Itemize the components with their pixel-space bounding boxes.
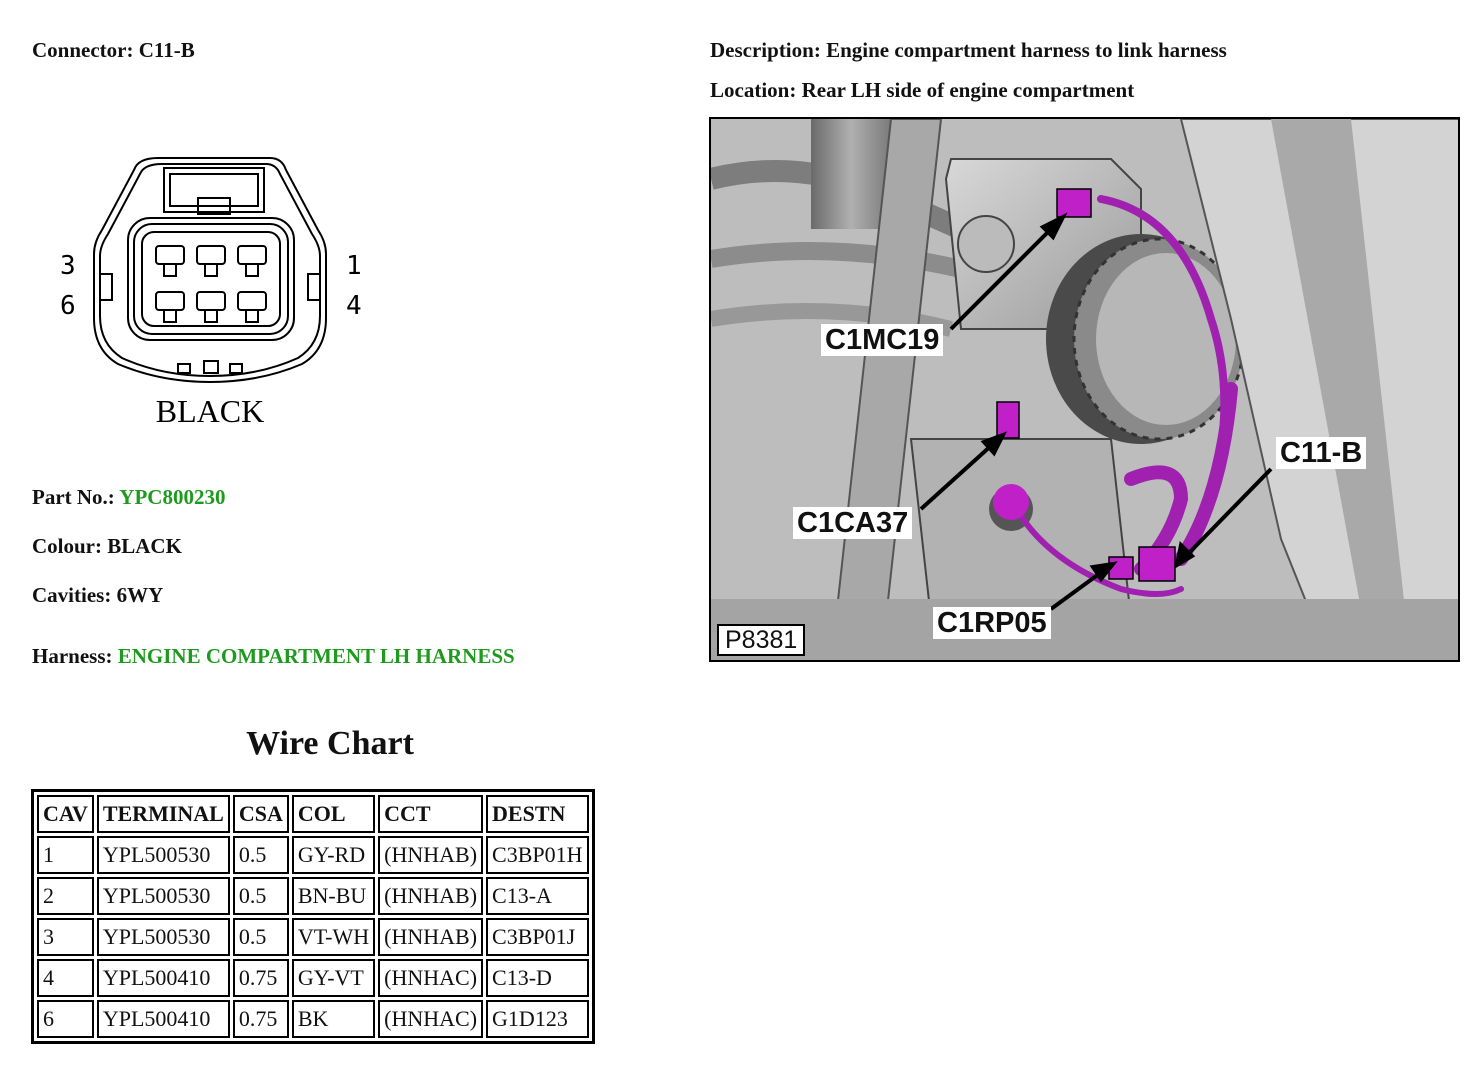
table-row — [37, 836, 589, 874]
photo-id-label: P8381 — [717, 624, 805, 656]
colour-label: Colour: — [32, 534, 102, 558]
table-cell: 4 — [37, 959, 94, 997]
header-cav: CAV — [37, 795, 94, 833]
cavity-2 — [197, 246, 225, 276]
colour-line — [32, 534, 182, 559]
wire-chart-table — [31, 789, 595, 1044]
connector-c11b — [1139, 547, 1175, 581]
table-row — [37, 959, 589, 997]
description-line — [710, 38, 1227, 63]
header-terminal: TERMINAL — [97, 795, 230, 833]
pin-label-3: 3 — [60, 251, 76, 281]
table-cell: C3BP01J — [486, 918, 588, 956]
callout-c1rp05: C1RP05 — [933, 607, 1051, 639]
table-cell: G1D123 — [486, 1000, 588, 1038]
table-row — [37, 1000, 589, 1038]
pin-label-1: 1 — [346, 251, 362, 281]
cavities-label: Cavities: — [32, 583, 112, 607]
table-cell: VT-WH — [292, 918, 375, 956]
table-cell: (HNHAB) — [378, 918, 483, 956]
table-cell: 0.5 — [233, 877, 289, 915]
colour-value: BLACK — [107, 534, 182, 558]
table-cell: BN-BU — [292, 877, 375, 915]
header-col: COL — [292, 795, 375, 833]
cavity-5 — [197, 292, 225, 322]
connector-value: C11-B — [138, 38, 195, 62]
table-cell: GY-RD — [292, 836, 375, 874]
connector-title — [32, 38, 195, 63]
cavity-1 — [238, 246, 266, 276]
table-cell: YPL500530 — [97, 836, 230, 874]
location-line — [710, 78, 1134, 103]
table-cell: 2 — [37, 877, 94, 915]
harness-line — [32, 644, 515, 669]
table-cell: (HNHAC) — [378, 959, 483, 997]
part-number-line — [32, 485, 225, 510]
table-cell: 0.5 — [233, 836, 289, 874]
description-label: Description: — [710, 38, 821, 62]
connector-face-diagram — [50, 150, 390, 440]
part-number-label: Part No.: — [32, 485, 115, 509]
location-photo — [709, 117, 1460, 662]
harness-route — [711, 119, 1460, 662]
callout-c1mc19: C1MC19 — [821, 324, 943, 356]
table-cell: 0.75 — [233, 1000, 289, 1038]
cavities-value: 6WY — [116, 583, 164, 607]
table-cell: 3 — [37, 918, 94, 956]
callout-c11-b: C11-B — [1276, 437, 1366, 469]
table-cell: C3BP01H — [486, 836, 588, 874]
table-cell: 0.75 — [233, 959, 289, 997]
table-header-row — [37, 795, 589, 833]
connector-c1mc19 — [1057, 189, 1091, 217]
pin-label-4: 4 — [346, 291, 362, 321]
cavity-3 — [156, 246, 184, 276]
table-row — [37, 918, 589, 956]
wire-chart-title: Wire Chart — [246, 725, 414, 762]
table-cell: 0.5 — [233, 918, 289, 956]
harness-label: Harness: — [32, 644, 113, 668]
location-label: Location: — [710, 78, 797, 102]
cavity-4 — [238, 292, 266, 322]
table-cell: YPL500410 — [97, 1000, 230, 1038]
callout-c1ca37: C1CA37 — [793, 507, 912, 539]
table-cell: GY-VT — [292, 959, 375, 997]
description-value: Engine compartment harness to link harness — [826, 38, 1227, 62]
cavities-line — [32, 583, 163, 608]
table-cell: BK — [292, 1000, 375, 1038]
table-cell: YPL500530 — [97, 877, 230, 915]
table-cell: (HNHAB) — [378, 877, 483, 915]
header-cct: CCT — [378, 795, 483, 833]
connector-c1ca37 — [997, 402, 1019, 438]
table-cell: (HNHAB) — [378, 836, 483, 874]
connector-label: Connector: — [32, 38, 134, 62]
connector-colour-label: BLACK — [155, 393, 265, 429]
table-cell: 1 — [37, 836, 94, 874]
table-cell: C13-A — [486, 877, 588, 915]
table-cell: C13-D — [486, 959, 588, 997]
harness-value: ENGINE COMPARTMENT LH HARNESS — [117, 644, 515, 668]
part-number-value: YPC800230 — [119, 485, 226, 509]
table-cell: 6 — [37, 1000, 94, 1038]
table-cell: YPL500410 — [97, 959, 230, 997]
table-cell: YPL500530 — [97, 918, 230, 956]
connector-c1rp05 — [1109, 557, 1133, 579]
pin-label-6: 6 — [60, 291, 76, 321]
location-value: Rear LH side of engine compartment — [801, 78, 1135, 102]
table-row — [37, 877, 589, 915]
header-destn: DESTN — [486, 795, 588, 833]
table-cell: (HNHAC) — [378, 1000, 483, 1038]
header-csa: CSA — [233, 795, 289, 833]
cavity-6 — [156, 292, 184, 322]
